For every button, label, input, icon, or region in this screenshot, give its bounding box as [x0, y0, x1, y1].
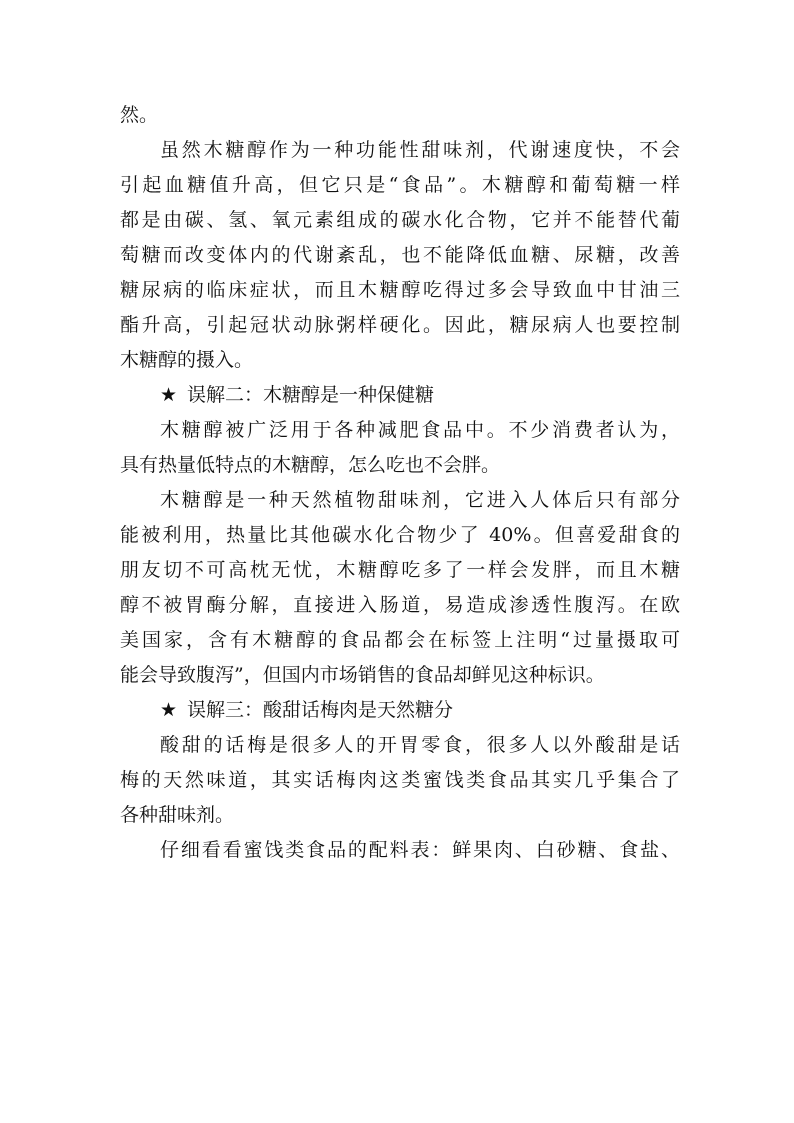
paragraph-line: 能被利用，热量比其他碳水化合物少了 40%。但喜爱甜食的 [120, 524, 680, 546]
paragraph-line: 美国家，含有木糖醇的食品都会在标签上注明“过量摄取可 [120, 629, 680, 651]
paragraph-line: 醇不被胃酶分解，直接进入肠道，易造成渗透性腹泻。在欧 [120, 594, 680, 616]
paragraph-line: 仔细看看蜜饯类食品的配料表：鲜果肉、白砂糖、食盐、 [160, 839, 680, 861]
section-heading [120, 378, 680, 413]
star-icon: ★ [160, 384, 178, 406]
paragraph-line: 木糖醇被广泛用于各种减肥食品中。不少消费者认为， [160, 419, 680, 441]
star-icon: ★ [160, 699, 178, 721]
paragraph-line: 糖尿病的临床症状，而且木糖醇吃得过多会导致血中甘油三 [120, 279, 680, 301]
paragraph-line: 都是由碳、氢、氧元素组成的碳水化合物，它并不能替代葡 [120, 209, 680, 231]
paragraph-line: 各种甜味剂。 [120, 804, 235, 826]
paragraph-line: 朋友切不可高枕无忧，木糖醇吃多了一样会发胖，而且木糖 [120, 559, 680, 581]
section-heading-text: 误解三：酸甜话梅肉是天然糖分 [187, 699, 454, 721]
paragraph-line: 酸甜的话梅是很多人的开胃零食，很多人以外酸甜是话 [160, 734, 680, 756]
paragraph-line: 能会导致腹泻”，但国内市场销售的食品却鲜见这种标识。 [120, 664, 605, 686]
section-heading-text: 误解二：木糖醇是一种保健糖 [187, 384, 435, 406]
section-heading [120, 693, 680, 728]
paragraph-line: 虽然木糖醇作为一种功能性甜味剂，代谢速度快，不会 [160, 139, 680, 161]
paragraph-line: 酯升高，引起冠状动脉粥样硬化。因此，糖尿病人也要控制 [120, 314, 680, 336]
paragraph-line: 引起血糖值升高，但它只是“食品”。木糖醇和葡萄糖一样 [120, 174, 680, 196]
paragraph-line: 萄糖而改变体内的代谢紊乱，也不能降低血糖、尿糖，改善 [120, 244, 680, 266]
paragraph-line: 木糖醇的摄入。 [120, 349, 254, 371]
paragraph-line: 木糖醇是一种天然植物甜味剂，它进入人体后只有部分 [160, 489, 680, 511]
paragraph-line: 具有热量低特点的木糖醇，怎么吃也不会胖。 [120, 454, 501, 476]
document-body [120, 98, 680, 868]
paragraph-line: 梅的天然味道，其实话梅肉这类蜜饯类食品其实几乎集合了 [120, 769, 680, 791]
paragraph-line: 然。 [120, 104, 159, 126]
